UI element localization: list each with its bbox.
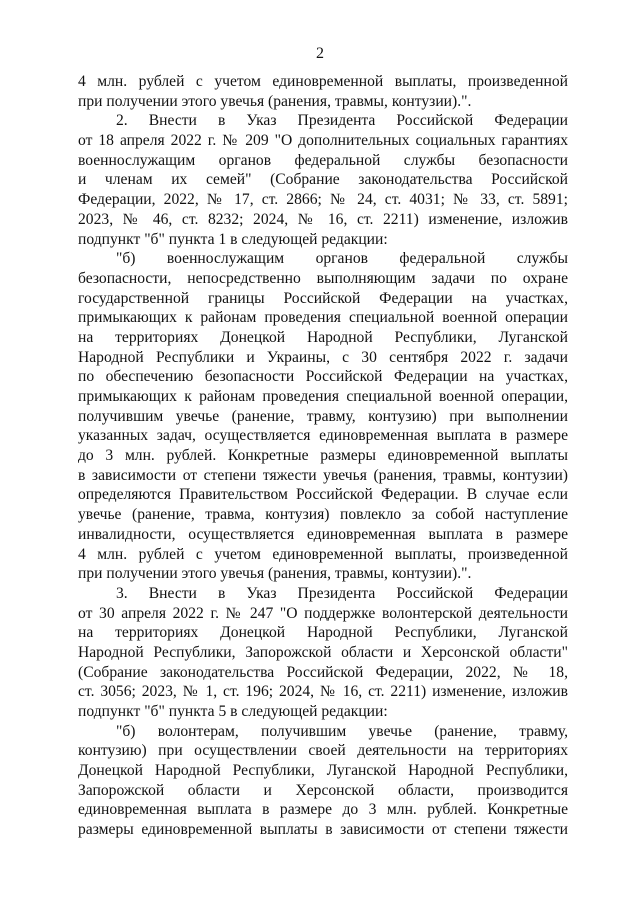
text-line: определяются Правительством Российской Федерации. В случае если [78, 486, 568, 504]
text-line: инвалидности, осуществляется единовременная выплата в размере [78, 525, 568, 543]
page-number: 2 [316, 45, 324, 62]
text-line: на территориях Донецкой Народной Республики, Луганской [78, 624, 568, 642]
text-line: 3. Внести в Указ Президента Российской Федерации [116, 584, 568, 602]
text-line: Запорожской области и Херсонской области, производится [78, 781, 568, 799]
text-line: "б) волонтерам, получившим увечье (ранение, травму, [116, 722, 568, 740]
text-line: и членам их семей" (Собрание законодательства Российской [78, 171, 568, 189]
text-line: 2023, № 46, ст. 8232; 2024, № 16, ст. 2211) изменение, изложив [78, 210, 568, 228]
text-line: 2. Внести в Указ Президента Российской Федерации [116, 112, 568, 130]
text-line: получившим увечье (ранение, травму, контузию) при выполнении [78, 407, 568, 425]
text-line: до 3 млн. рублей. Конкретные размеры единовременной выплаты [78, 447, 568, 465]
text-line: (Собрание законодательства Российской Федерации, 2022, № 18, [78, 663, 568, 681]
text-line: примыкающих к районам проведения специальной военной операции, [78, 388, 568, 405]
text-line: Народной Республики и Украины, с 30 сентября 2022 г. задачи [78, 348, 568, 366]
text-line: указанных задач, осуществляется единовременная выплата в размере [78, 427, 568, 445]
text-line: при получении этого увечья (ранения, травмы, контузии).". [78, 92, 472, 110]
text-line: увечье (ранение, травма, контузия) повлекло за собой наступление [78, 506, 568, 524]
text-line: Народной Республики, Запорожской области и Херсонской области" [78, 643, 568, 661]
text-line: от 30 апреля 2022 г. № 247 "О поддержке волонтерской деятельности [78, 604, 568, 622]
text-line: военнослужащим органов федеральной службы безопасности [78, 151, 568, 169]
text-line: 4 млн. рублей с учетом единовременной выплаты, произведенной [78, 545, 568, 563]
text-line: единовременная выплата в размере до 3 млн. рублей. Конкретные [78, 801, 568, 819]
text-line: государственной границы Российской Федерации на участках, [78, 289, 568, 307]
text-line: ст. 3056; 2023, № 1, ст. 196; 2024, № 16, ст. 2211) изменение, изложив [78, 683, 568, 701]
text-line: безопасности, непосредственно выполняющим задачи по охране [78, 269, 568, 287]
text-line: подпункт "б" пункта 1 в следующей редакции: [78, 230, 388, 248]
text-line: от 18 апреля 2022 г. № 209 "О дополнительных социальных гарантиях [78, 132, 568, 150]
text-line: примыкающих к районам проведения специальной военной операции [78, 309, 568, 327]
text-line: контузию) при осуществлении своей деятельности на территориях [78, 742, 568, 760]
document-body [78, 72, 568, 840]
text-line: Федерации, 2022, № 17, ст. 2866; № 24, ст. 4031; № 33, ст. 5891; [78, 191, 568, 209]
text-line: в зависимости от степени тяжести увечья (ранения, травмы, контузии) [78, 466, 568, 484]
text-line: "б) военнослужащим органов федеральной службы [116, 250, 568, 268]
text-line: подпункт "б" пункта 5 в следующей редакции: [78, 703, 388, 720]
text-line: при получении этого увечья (ранения, травмы, контузии).". [78, 565, 472, 583]
text-line: 4 млн. рублей с учетом единовременной выплаты, произведенной [78, 73, 568, 90]
text-line: на территориях Донецкой Народной Республики, Луганской [78, 328, 568, 346]
text-line: по обеспечению безопасности Российской Федерации на участках, [78, 368, 568, 386]
text-line: размеры единовременной выплаты в зависимости от степени тяжести [78, 821, 568, 839]
text-line: Донецкой Народной Республики, Луганской Народной Республики, [78, 762, 568, 780]
